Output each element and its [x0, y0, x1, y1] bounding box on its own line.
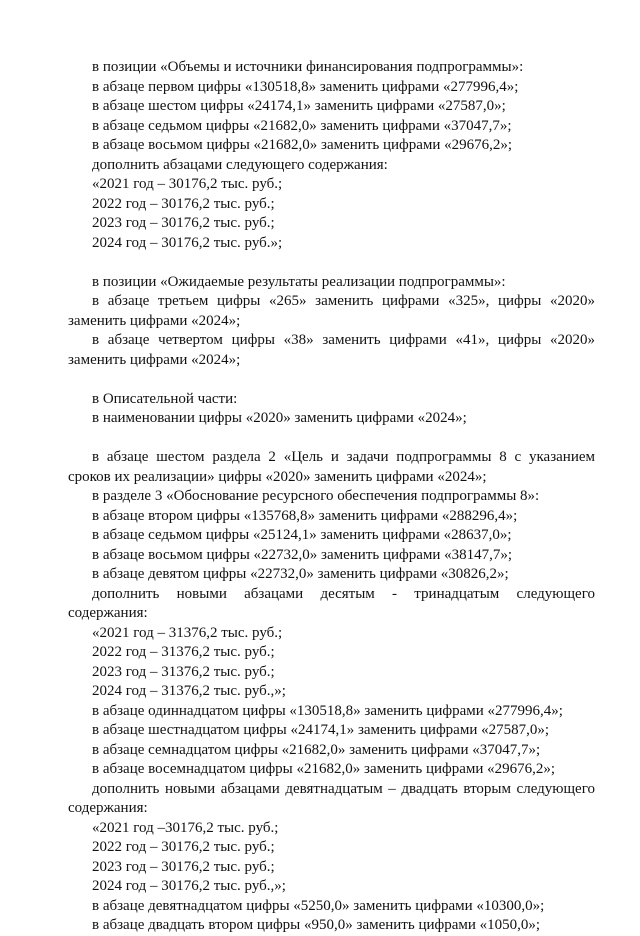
paragraph: 2024 год – 31376,2 тыс. руб.,»; [92, 683, 286, 699]
paragraph: 2023 год – 31376,2 тыс. руб.; [92, 663, 275, 680]
paragraph-line: заменить цифрами «2024»; [68, 312, 241, 329]
paragraph: 2022 год – 30176,2 тыс. руб.; [92, 839, 275, 855]
paragraph: в Описательной части: [92, 390, 238, 407]
paragraph: в абзаце двадцать втором цифры «950,0» заменить цифрами «1050,0»; [92, 917, 541, 933]
paragraph: в абзаце втором цифры «135768,8» заменить цифрами «288296,4»; [92, 507, 518, 524]
paragraph: в абзаце одиннадцатом цифры «130518,8» заменить цифрами «277996,4»; [92, 702, 563, 719]
blank-line [68, 253, 595, 273]
blank-line [68, 429, 595, 449]
paragraph-line: дополнить новыми абзацами девятнадцатым – двадцать вторым следующего [92, 780, 595, 797]
paragraph-line: в абзаце четвертом цифры «38» заменить цифрами «41», цифры «2020» [92, 332, 595, 348]
paragraph-line: в абзаце шестом раздела 2 «Цель и задачи подпрограммы 8 с указанием [92, 449, 595, 465]
paragraph: 2022 год – 30176,2 тыс. руб.; [92, 195, 275, 212]
paragraph: 2022 год – 31376,2 тыс. руб.; [92, 644, 275, 660]
paragraph: 2023 год – 30176,2 тыс. руб.; [92, 215, 275, 231]
paragraph: в абзаце шестом цифры «24174,1» заменить цифрами «27587,0»; [92, 98, 506, 114]
paragraph: в абзаце восьмом цифры «21682,0» заменить цифрами «29676,2»; [92, 137, 513, 153]
paragraph: 2024 год – 30176,2 тыс. руб.,»; [92, 878, 286, 894]
paragraph: 2024 год – 30176,2 тыс. руб.»; [92, 234, 283, 251]
document-body [68, 58, 595, 936]
paragraph: в абзаце первом цифры «130518,8» заменить цифрами «277996,4»; [92, 78, 519, 95]
paragraph: в абзаце девятнадцатом цифры «5250,0» заменить цифрами «10300,0»; [92, 897, 545, 914]
paragraph-line: дополнить новыми абзацами десятым - тринадцатым следующего [92, 585, 595, 602]
paragraph: «2021 год –30176,2 тыс. руб.; [92, 819, 279, 836]
paragraph: в абзаце седьмом цифры «25124,1» заменить цифрами «28637,0»; [92, 527, 512, 543]
paragraph-line: содержания: [68, 605, 148, 621]
paragraph-line: сроков их реализации» цифры «2020» заменить цифрами «2024»; [68, 468, 487, 485]
paragraph: в абзаце восемнадцатом цифры «21682,0» заменить цифрами «29676,2»; [92, 761, 556, 777]
paragraph: «2021 год – 31376,2 тыс. руб.; [92, 624, 283, 641]
paragraph-line: в абзаце третьем цифры «265» заменить цифрами «325», цифры «2020» [92, 293, 595, 309]
paragraph-line: заменить цифрами «2024»; [68, 351, 241, 368]
paragraph: в позиции «Ожидаемые результаты реализации подпрограммы»: [92, 273, 506, 290]
paragraph: в абзаце седьмом цифры «21682,0» заменить цифрами «37047,7»; [92, 117, 512, 134]
paragraph: в позиции «Объемы и источники финансирования подпрограммы»: [92, 59, 524, 75]
paragraph: в наименовании цифры «2020» заменить цифрами «2024»; [92, 410, 467, 426]
paragraph: в абзаце восьмом цифры «22732,0» заменить цифрами «38147,7»; [92, 546, 513, 563]
paragraph: 2023 год – 30176,2 тыс. руб.; [92, 858, 275, 875]
paragraph: дополнить абзацами следующего содержания: [92, 156, 388, 173]
paragraph: в абзаце семнадцатом цифры «21682,0» заменить цифрами «37047,7»; [92, 741, 541, 758]
paragraph-line: содержания: [68, 800, 148, 816]
paragraph: «2021 год – 30176,2 тыс. руб.; [92, 176, 283, 192]
paragraph: в абзаце девятом цифры «22732,0» заменить цифрами «30826,2»; [92, 566, 509, 582]
paragraph: в разделе 3 «Обоснование ресурсного обеспечения подпрограммы 8»: [92, 488, 540, 504]
paragraph: в абзаце шестнадцатом цифры «24174,1» заменить цифрами «27587,0»; [92, 722, 550, 738]
blank-line [68, 370, 595, 390]
